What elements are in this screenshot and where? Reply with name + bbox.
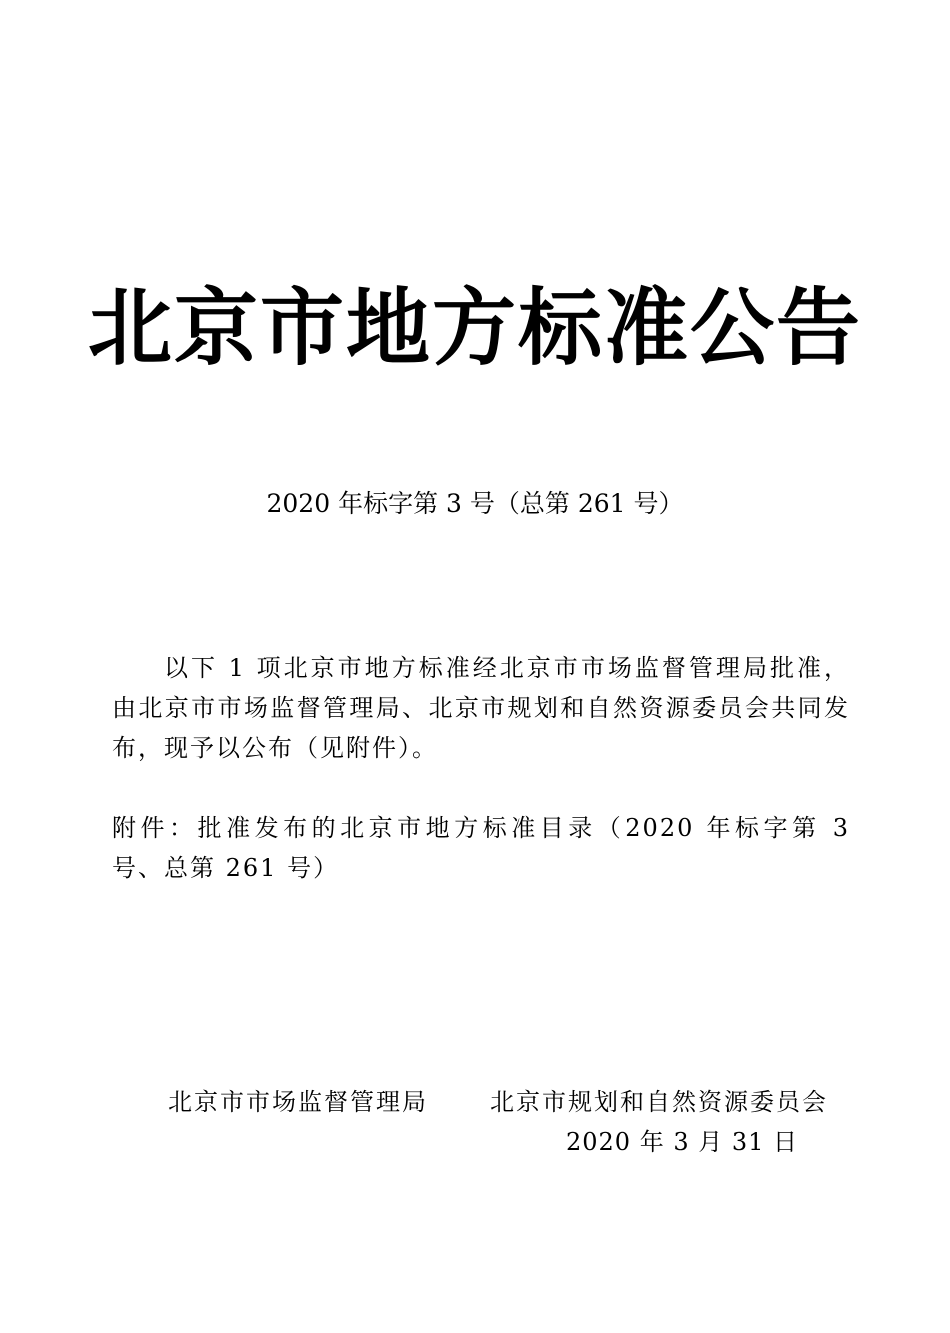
page-title: 北京市地方标准公告 (87, 279, 862, 377)
signatory-planning-commission: 北京市规划和自然资源委员会 (490, 1088, 828, 1116)
signatory-market-regulation: 北京市市场监督管理局 (168, 1088, 428, 1116)
issue-date: 2020 年 3 月 31 日 (566, 1128, 799, 1156)
announcement-paragraph: 以下 1 项北京市地方标准经北京市市场监督管理局批准，由北京市市场监督管理局、北京市规划和自然资源委员会共同发布，现予以公布（见附件）。 (112, 654, 850, 762)
signature-block (168, 1082, 828, 1122)
attachment-note: 附件：批准发布的北京市地方标准目录（2020 年标字第 3 号、总第 261 号） (112, 814, 850, 882)
document-number: 2020 年标字第 3 号（总第 261 号） (266, 489, 684, 518)
